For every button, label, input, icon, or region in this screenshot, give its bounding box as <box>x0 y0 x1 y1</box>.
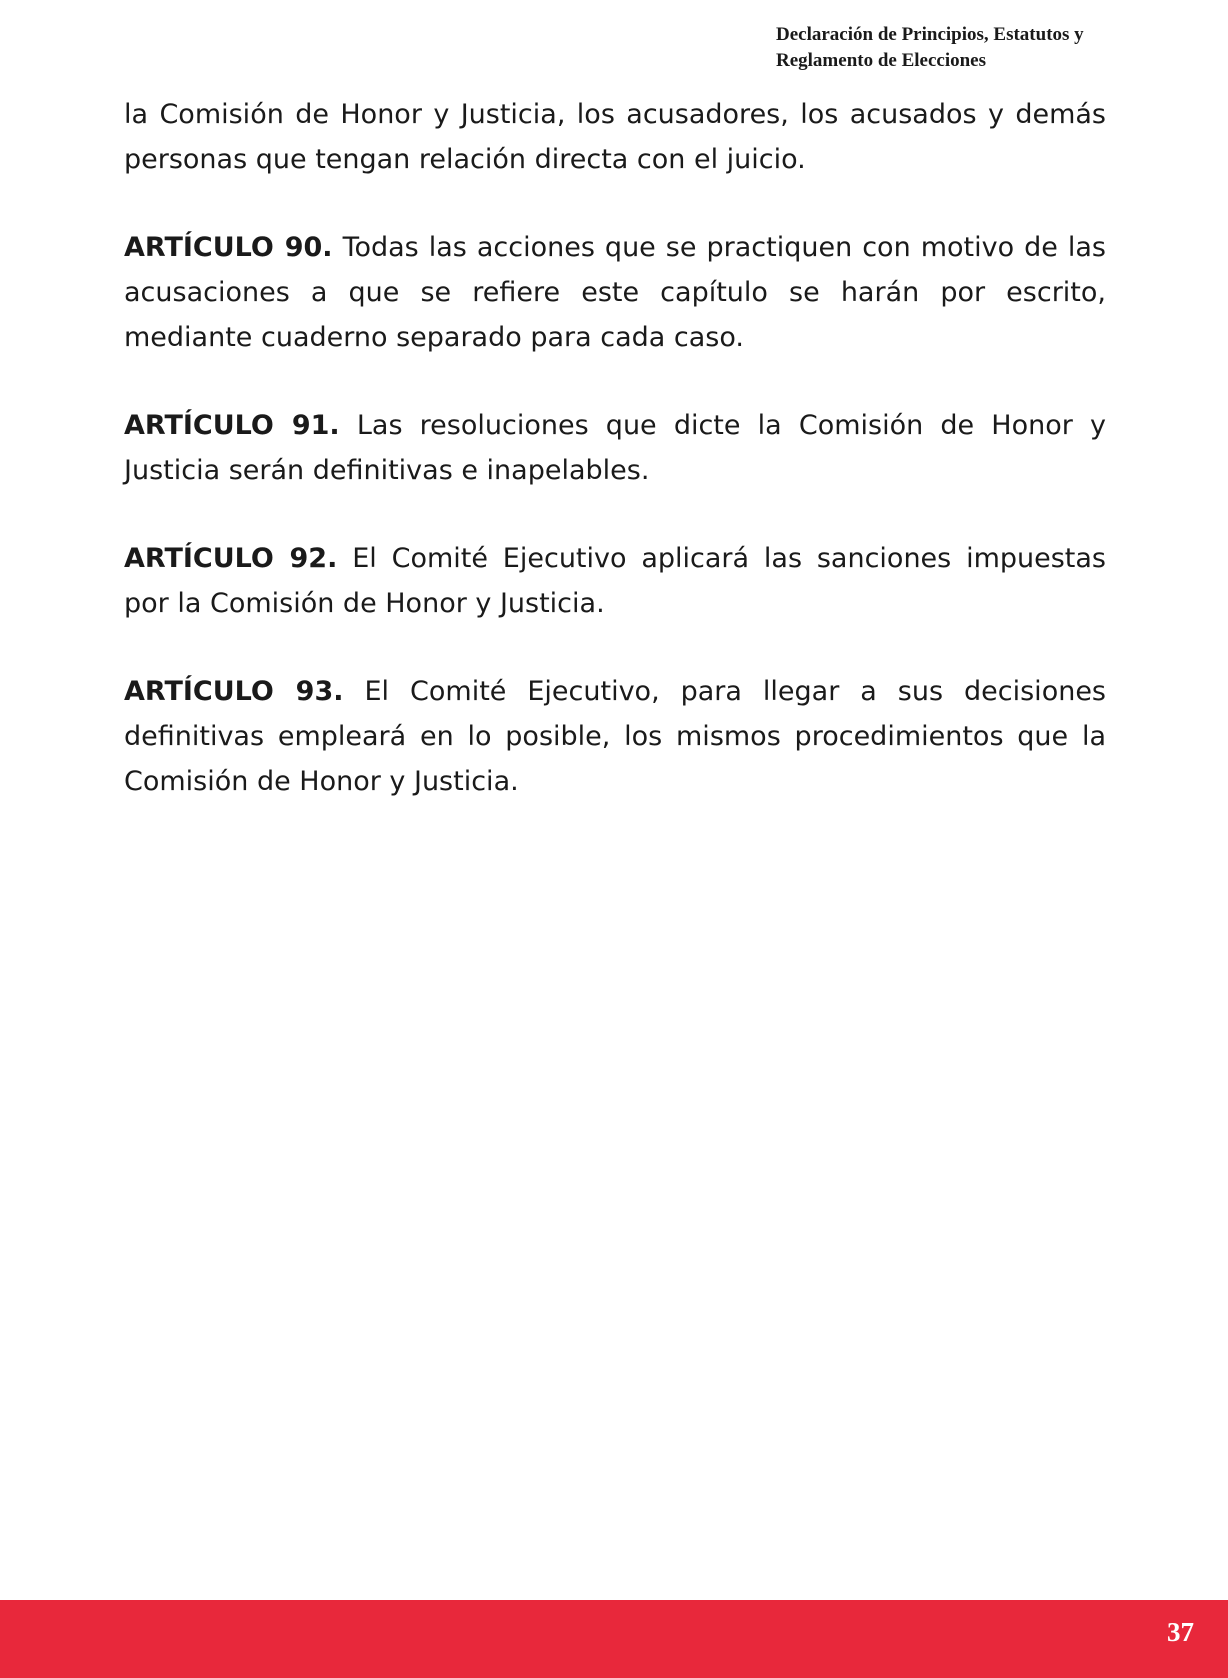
header-line-2: Reglamento de Elecciones <box>776 50 987 71</box>
article-91-text: Las resoluciones que dicte la Comisión de Honor y Justicia serán definitivas e inapelables. <box>124 410 1106 486</box>
article-90-label: ARTÍCULO 90. <box>124 232 333 263</box>
running-header <box>776 22 1116 74</box>
continuation-paragraph: la Comisión de Honor y Justicia, los acusadores, los acusados y demás personas que tengan relación directa con el juicio. <box>124 99 1106 175</box>
article-92-label: ARTÍCULO 92. <box>124 543 338 574</box>
page-body <box>124 92 1106 847</box>
article-93-label: ARTÍCULO 93. <box>124 676 344 707</box>
article-91-label: ARTÍCULO 91. <box>124 410 340 441</box>
article-93-text: El Comité Ejecutivo, para llegar a sus decisiones definitivas empleará en lo posible, los mismos procedimientos que la Comisión de Honor y Justicia. <box>124 676 1106 797</box>
article-91 <box>124 403 1106 493</box>
page-number: 37 <box>1167 1617 1194 1647</box>
article-90 <box>124 225 1106 360</box>
header-line-1: Declaración de Principios, Estatutos y <box>776 24 1084 45</box>
article-93 <box>124 669 1106 804</box>
footer-band <box>0 1600 1228 1678</box>
article-90-text: Todas las acciones que se practiquen con motivo de las acusaciones a que se refiere este capítulo se harán por escrito, mediante cuaderno separado para cada caso. <box>124 232 1106 353</box>
article-92-text: El Comité Ejecutivo aplicará las sanciones impuestas por la Comisión de Honor y Justicia. <box>124 543 1106 619</box>
article-92 <box>124 536 1106 626</box>
